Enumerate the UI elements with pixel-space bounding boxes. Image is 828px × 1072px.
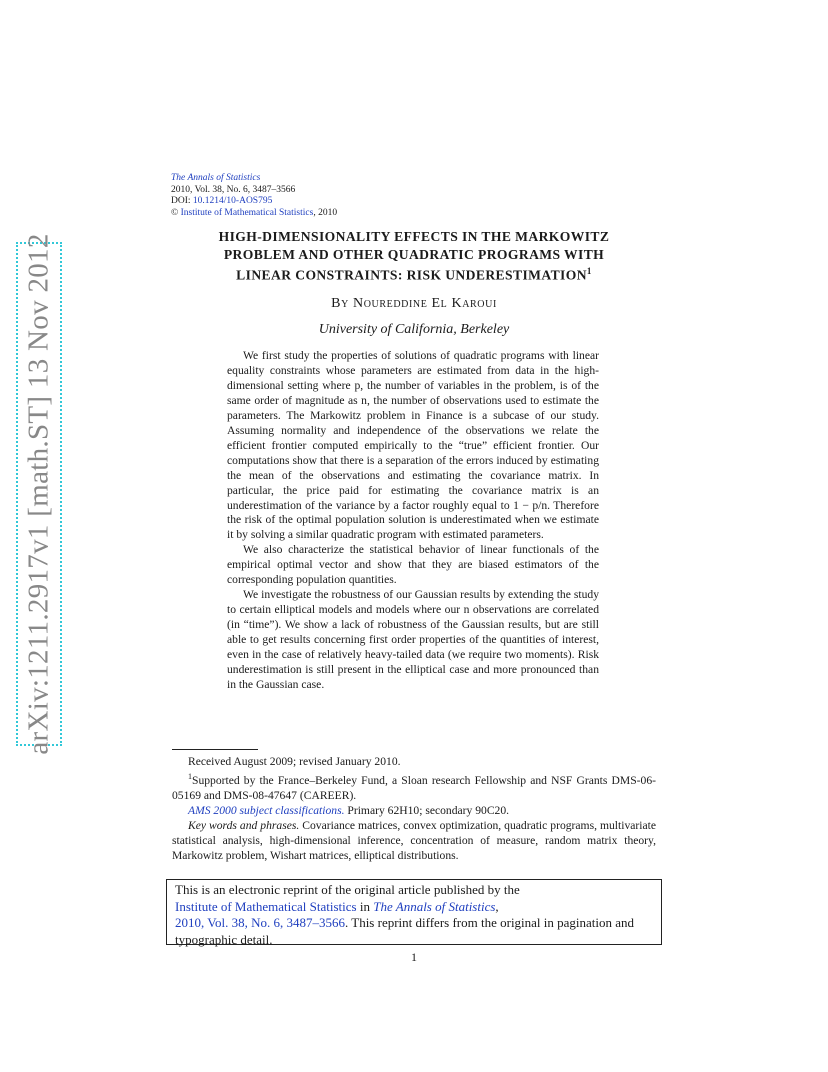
support-footnote [172,769,656,803]
ams-classification-text: Primary 62H10; secondary 90C20. [344,803,510,817]
reprint-comma: , [495,898,499,914]
reprint-in: in [356,898,374,914]
copyright-icon: © [171,207,179,218]
journal-header [171,173,337,219]
author-line [160,296,668,312]
received-date: Received August 2009; revised January 2010. [188,755,401,768]
reprint-ims-link[interactable]: Institute of Mathematical Statistics [175,898,357,914]
ams-classification [172,803,656,818]
reprint-text-2: . This reprint differs from the original in pagination and typographic detail. [175,915,635,947]
keywords-text: Covariance matrices, convex optimization, quadratic programs, multivariate statistical analysis, high-dimensional inference, concentration of measure, random matrix theory, Markowitz problem, Wishart matrices, elliptical distributions. [172,818,656,862]
reprint-text-1: This is an electronic reprint of the original article published by the [175,882,520,897]
reprint-citation-link[interactable]: 2010, Vol. 38, No. 6, 3487–3566 [175,915,345,931]
support-footnote-mark: 1 [188,772,192,781]
arxiv-stamp[interactable] [18,233,60,755]
affiliation: University of California, Berkeley [318,322,510,337]
author-name: Noureddine El Karoui [353,296,497,311]
abstract-paragraph-1: We first study the properties of solutions of quadratic programs with linear equality constraints whose parameters are estimated from data in the high-dimensional setting where p, the number of variables in the problem, is of the same order of magnitude as n, the number of observations used to estimate the parameters. The Markowitz problem in Finance is a subcase of our study. Assuming normality and independence of the observations we relate the efficient frontier computed empirically to the “true” efficient frontier. Our computations show that there is a separation of the errors induced by estimating the mean of the observations and estimating the covariance matrix. In particular, the price paid for estimating the covariance matrix is an underestimation of the variance by a factor roughly equal to 1 − p/n. Therefore the risk of the optimal population solution is underestimated when we estimate it by solving a similar quadratic program with estimated parameters. [227,349,599,542]
reprint-journal-link[interactable]: The Annals of Statistics [373,898,496,914]
author-by: By [331,296,349,311]
front-notes [172,754,656,863]
title-line-3: LINEAR CONSTRAINTS: RISK UNDERESTIMATION [236,267,587,283]
title-line-1: HIGH-DIMENSIONALITY EFFECTS IN THE MARKOWITZ [218,229,610,244]
abstract-paragraph-3: We investigate the robustness of our Gaussian results by extending the study to certain elliptical models and models where our n observations are correlated (in “time”). We show a lack of robustness of the Gaussian results, but are still able to get results concerning first order properties of the quantities of interest, even in the case of relatively heavy-tailed data (we require two moments). Risk underestimation is still present in the elliptical case and more pronounced than in the Gaussian case. [227,588,599,691]
reprint-notice-box [166,879,662,945]
doi-label: DOI: [171,196,191,206]
title-line-2: PROBLEM AND OTHER QUADRATIC PROGRAMS WITH [223,246,605,262]
ams-classification-link[interactable]: AMS 2000 subject classifications. [188,803,345,817]
journal-volume: 2010, Vol. 38, No. 6, 3487–3566 [171,184,296,195]
ims-link[interactable]: Institute of Mathematical Statistics [180,207,314,218]
journal-name-link[interactable]: The Annals of Statistics [171,173,261,183]
copyright-year: , 2010 [313,207,338,218]
keywords [172,818,656,863]
paper-title [160,228,668,284]
title-footnote-mark[interactable]: 1 [586,266,592,276]
footnote-divider [172,749,258,750]
doi-link[interactable]: 10.1214/10-AOS795 [192,196,273,206]
support-footnote-text: Supported by the France–Berkeley Fund, a Sloan research Fellowship and NSF Grants DMS-06-05169 and DMS-08-47647 (CAREER). [172,773,656,802]
abstract-paragraph-2: We also characterize the statistical behavior of linear functionals of the empirical optimal vector and show that they are biased estimators of the corresponding population quantities. [227,543,599,587]
page-number: 1 [411,950,417,964]
keywords-label: Key words and phrases. [188,818,300,832]
abstract [227,349,599,693]
arxiv-stamp-text: arXiv:1211.2917v1 [math.ST] 13 Nov 2012 [22,233,55,755]
